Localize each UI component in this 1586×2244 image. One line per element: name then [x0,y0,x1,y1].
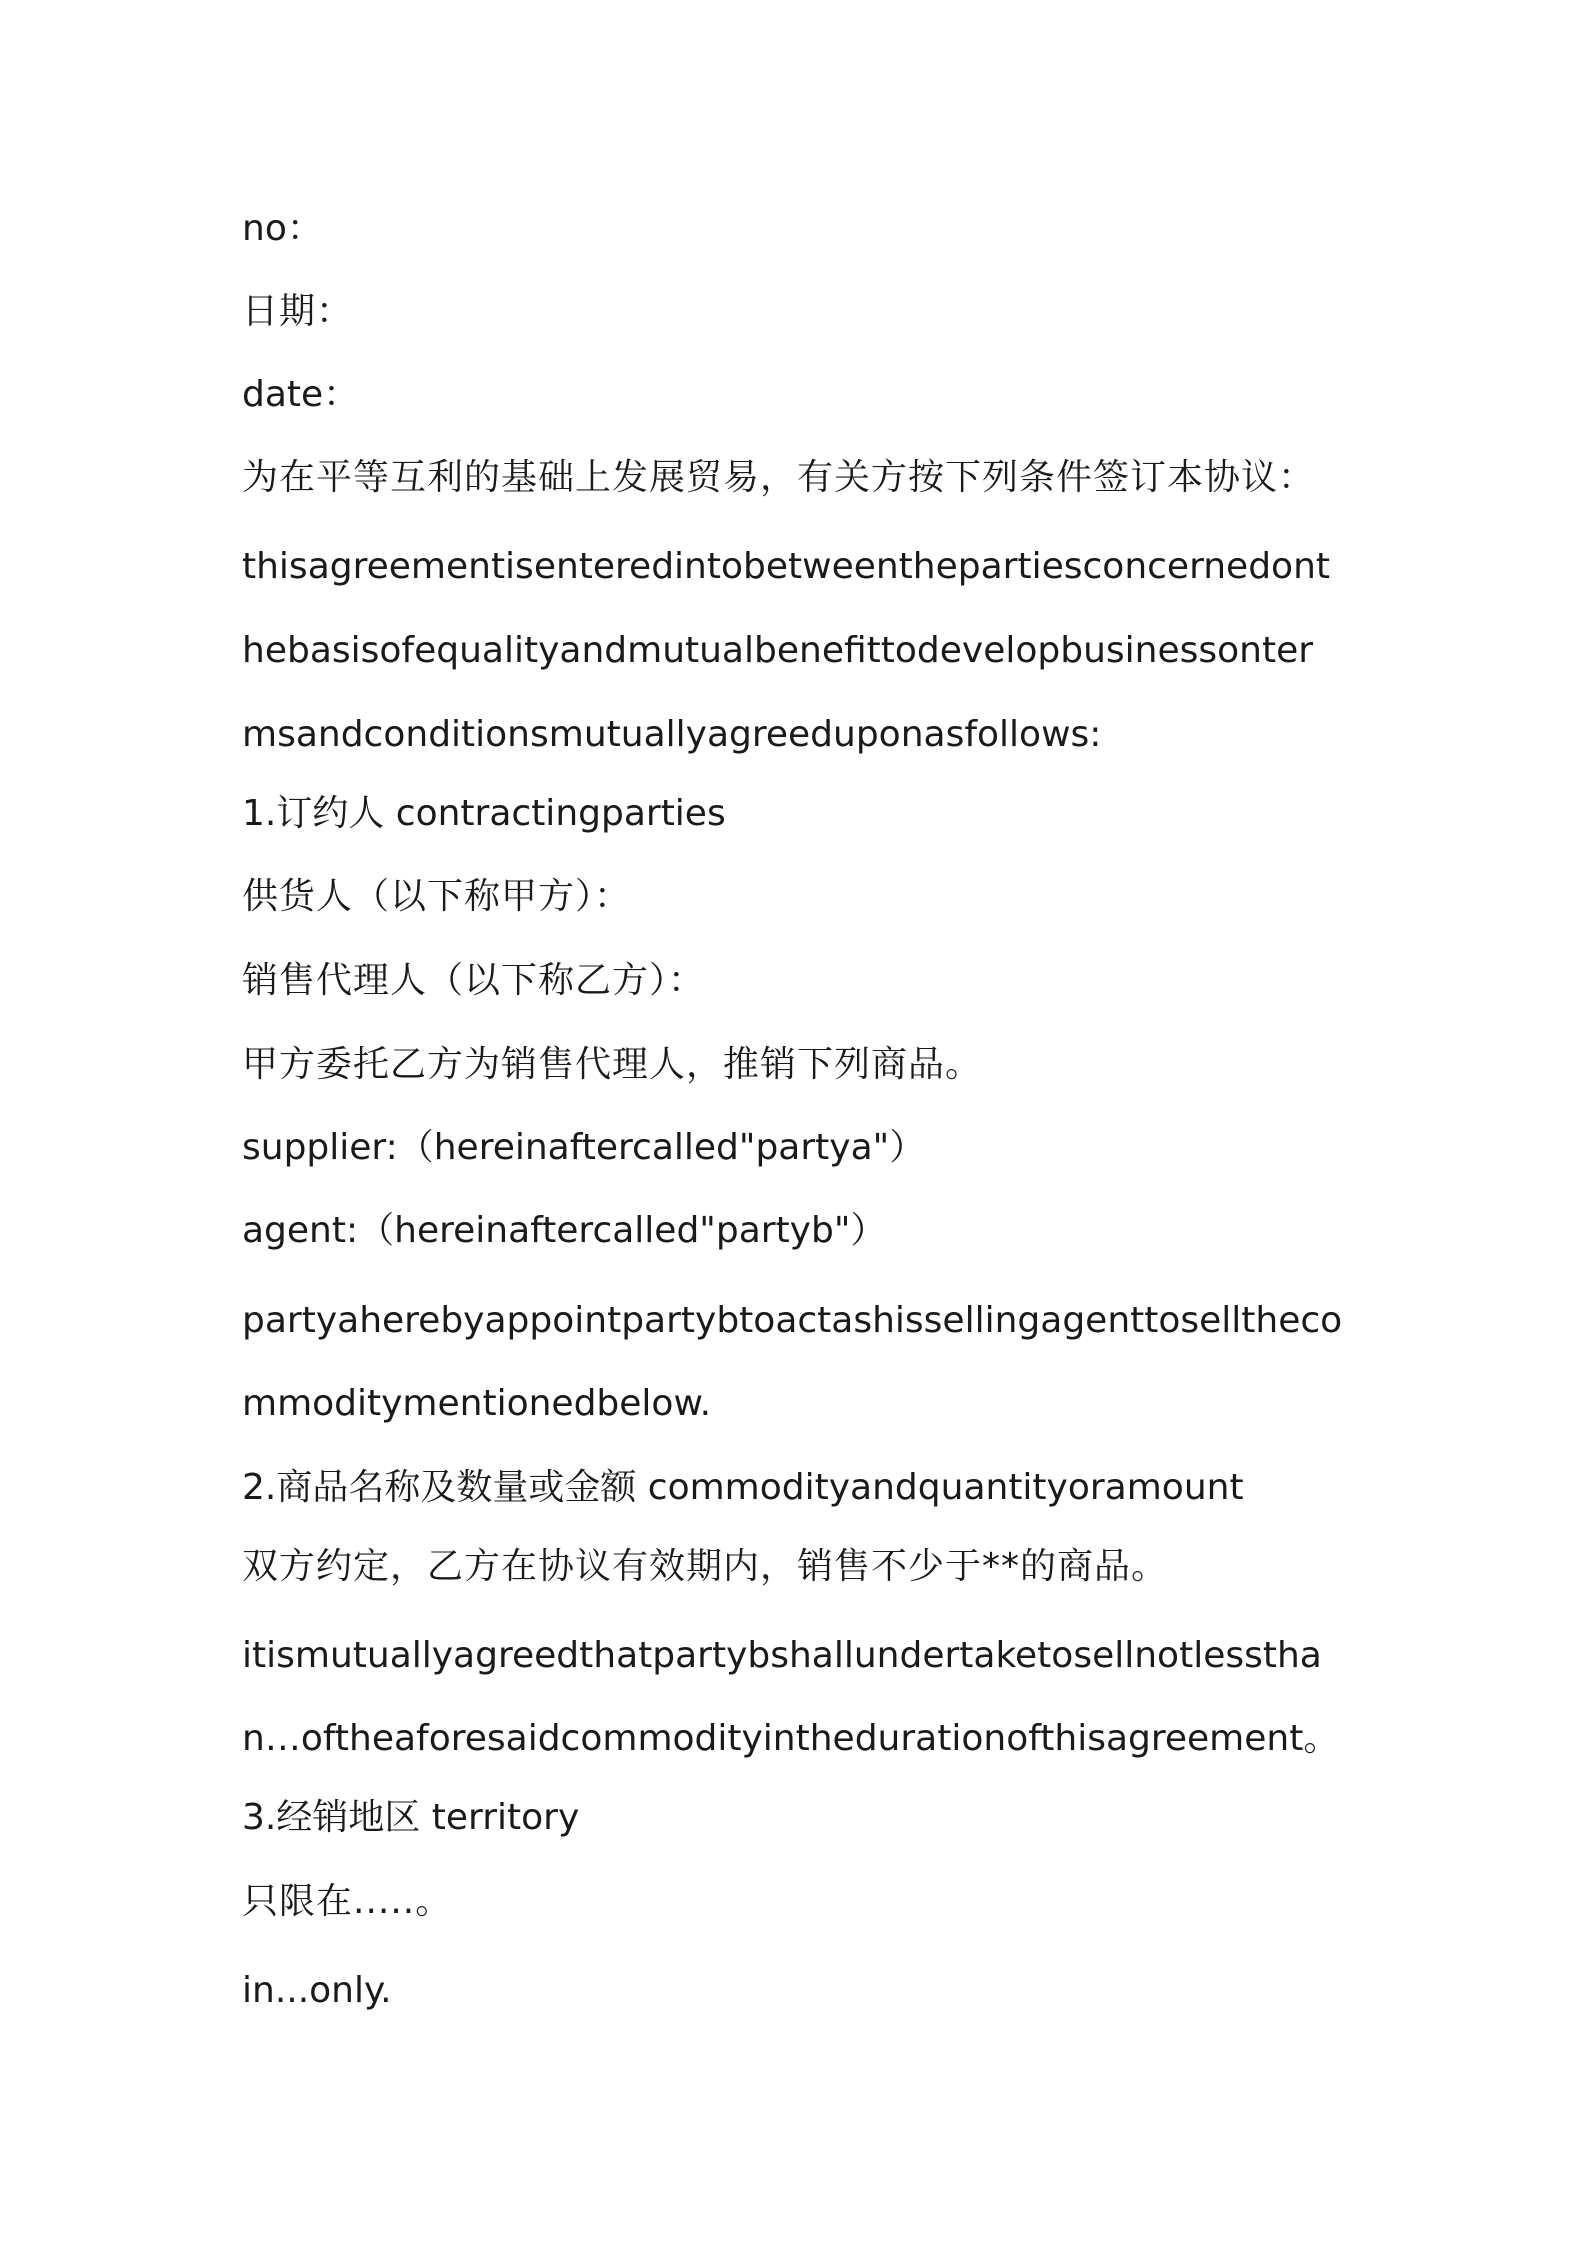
preamble-en-line-3: msandconditionsmutuallyagreeduponasfollows: [242,714,1102,755]
section-2-heading: 2.商品名称及数量或金额 commodityandquantityoramount [242,1467,1244,1508]
agent-label-zh: 销售代理人（以下称乙方）： [242,960,706,1001]
date-label-zh: 日期： [242,291,354,332]
supplier-label-en: supplier:（hereinaftercalled"partya"） [242,1127,926,1168]
territory-clause-en: in...only. [242,1970,392,2011]
agent-label-en: agent:（hereinaftercalled"partyb"） [242,1210,887,1251]
section-1-heading: 1.订约人 contractingparties [242,793,726,834]
number-label: no： [242,208,323,249]
section-3-heading: 3.经销地区 territory [242,1797,580,1838]
territory-clause-zh: 只限在.....。 [242,1881,453,1922]
quantity-clause-en-line-2: n…oftheaforesaidcommodityinthedurationofthisagreement。 [242,1718,1340,1759]
appointment-en-line-1: partyaherebyappointpartybtoactashissellingagenttosellthe​co [242,1300,1343,1341]
preamble-zh: 为在平等互利的基础上发展贸易，有关方按下列条件签订本协议： [242,457,1316,498]
supplier-label-zh: 供货人（以下称甲方）： [242,876,632,917]
quantity-clause-en-line-1: itismutuallyagreedthatpartybshallundertaketosellnotlesstha [242,1635,1322,1676]
quantity-clause-zh: 双方约定，乙方在协议有效期内，销售不少于**的商品。 [242,1546,1169,1587]
appointment-en-line-2: mmoditymentionedbelow. [242,1383,712,1424]
preamble-en-line-2: hebasisofequalityandmutualbenefittodevelopbusinessonter [242,630,1314,671]
appointment-zh: 甲方委托乙方为销售代理人，推销下列商品。 [242,1044,983,1085]
date-label-en: date： [242,374,360,415]
preamble-en-line-1: thisagreementisenteredintobetweenthepartiesconcernedont [242,546,1331,587]
